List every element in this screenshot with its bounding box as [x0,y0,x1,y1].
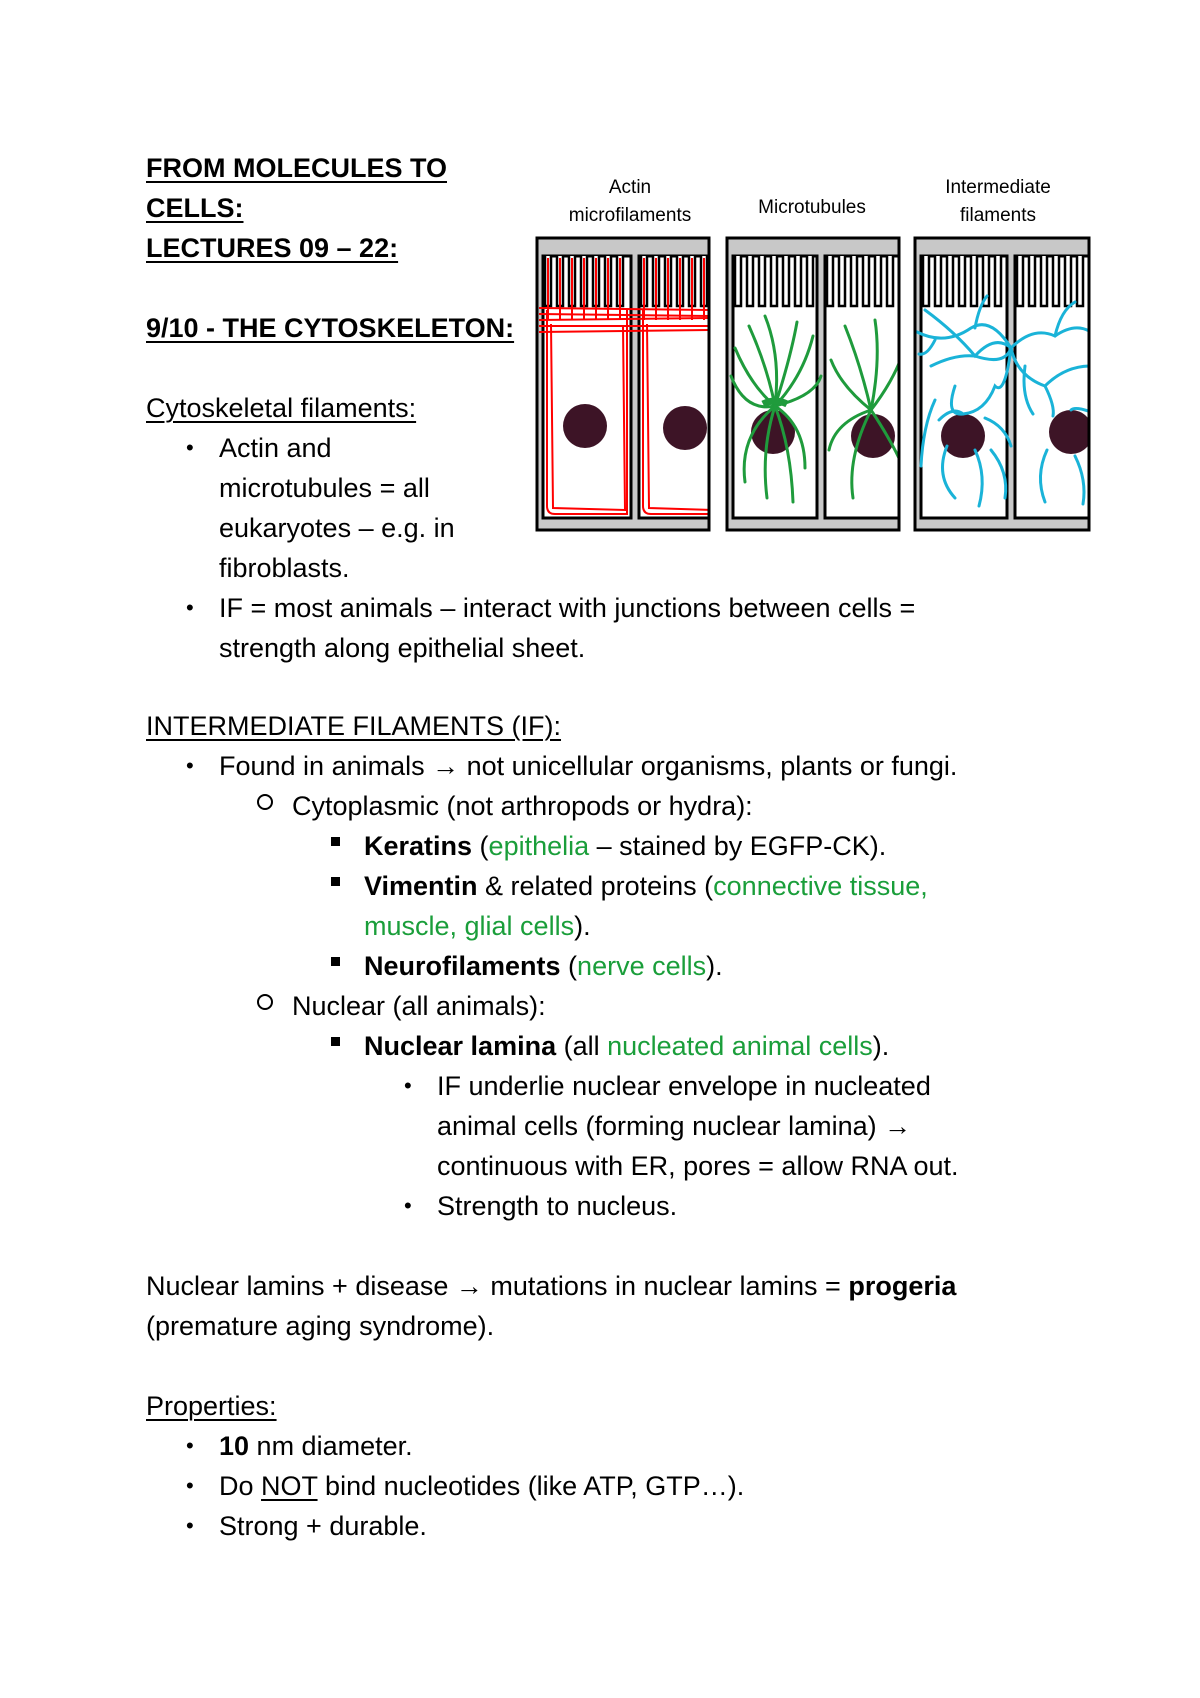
keratins-term: Keratins [364,831,473,861]
square-bullet [331,837,340,846]
subheading-cytoskeletal-filaments: Cytoskeletal filaments: [146,393,417,423]
bullet-dot: • [186,1433,194,1458]
not-emphasis: NOT [261,1471,318,1501]
circle-bullet [257,994,273,1010]
figure-label-actin-line2: microfilaments [568,205,692,226]
bullet-dot: • [186,753,194,778]
neurofilaments-term: Neurofilaments [364,951,561,981]
vimentin-post: ). [574,911,591,941]
section-heading-if: INTERMEDIATE FILAMENTS (IF): [146,711,562,741]
figure-label-microtubules: Microtubules [758,197,866,218]
lamina-pre: (all [556,1031,608,1061]
properties-heading: Properties: [146,1391,277,1421]
item-vimentin-line1 [364,866,928,906]
sub-bullet-cytoplasmic: Cytoplasmic (not arthropods or hydra): [292,791,753,821]
bullet-if-line2: strength along epithelial sheet. [219,633,586,663]
property-diameter [219,1426,413,1466]
figure-label-if-line1: Intermediate [945,177,1051,198]
panel-microtubules [727,238,907,530]
item-nuclear-lamina [364,1026,889,1066]
disease-text-b: mutations in nuclear lamins = [482,1271,849,1301]
item-underlie-line2 [437,1106,911,1146]
bullet-actin-line1: Actin and [219,433,332,463]
square-bullet [331,957,340,966]
item-keratins [364,826,886,866]
item-neurofilaments [364,946,723,986]
bullet-actin-line4: fibroblasts. [219,553,350,583]
disease-line2: (premature aging syndrome). [146,1311,495,1341]
figure-label-if-line2: filaments [959,205,1037,226]
panel-actin [537,238,715,530]
bullet-if-line1: IF = most animals – interact with junctions between cells = [219,593,916,623]
arrow-icon: → [432,751,460,781]
lamina-post: ). [872,1031,890,1061]
arrow-icon: → [884,1111,912,1141]
circle-bullet [257,794,273,810]
lamina-term: Nuclear lamina [364,1031,557,1061]
underlie-line2-text: animal cells (forming nuclear lamina) [437,1111,885,1141]
bullet-dot: • [404,1073,412,1098]
arrow-icon: → [455,1271,483,1301]
neurofilaments-green: nerve cells [577,951,707,981]
property-strong: Strong + durable. [219,1511,427,1541]
bullet-actin-line3: eukaryotes – e.g. in [219,513,455,543]
vimentin-pre: & related proteins ( [477,871,714,901]
vimentin-term: Vimentin [364,871,478,901]
found-text-a: Found in animals [219,751,433,781]
doc-title-line2: CELLS: [146,193,244,223]
square-bullet [331,1037,340,1046]
section-heading-cytoskeleton: 9/10 - THE CYTOSKELETON: [146,313,515,343]
neurofilaments-post: ). [706,951,723,981]
doc-title-line3: LECTURES 09 – 22: [146,233,399,263]
sub-bullet-nuclear: Nuclear (all animals): [292,991,546,1021]
square-bullet [331,877,340,886]
vimentin-green1: connective tissue, [713,871,928,901]
bullet-dot: • [186,435,194,460]
lamina-green: nucleated animal cells [607,1031,873,1061]
keratins-post: – stained by EGFP-CK). [589,831,887,861]
doc-title-line1: FROM MOLECULES TO [146,153,447,183]
vimentin-green2: muscle, glial cells [364,911,575,941]
cytoskeleton-figure [535,236,1091,532]
panel-intermediate [915,238,1091,530]
nucleotides-text-b: bind nucleotides (like ATP, GTP…). [317,1471,745,1501]
diameter-value: 10 [219,1431,250,1461]
item-underlie-line3: continuous with ER, pores = allow RNA out. [437,1151,959,1181]
item-vimentin-line2 [364,906,591,946]
figure-label-intermediate [918,174,1078,230]
figure-label-actin [555,174,705,230]
item-underlie-line1: IF underlie nuclear envelope in nucleated [437,1071,931,1101]
nucleotides-text-a: Do [219,1471,262,1501]
figure-label-actin-line1: Actin [608,177,652,198]
bullet-dot: • [404,1193,412,1218]
bullet-dot: • [186,595,194,620]
keratins-green: epithelia [488,831,590,861]
bullet-dot: • [186,1513,194,1538]
disease-line1 [146,1266,956,1306]
diameter-text: nm diameter. [249,1431,413,1461]
bullet-found-in-animals [219,746,957,786]
bullet-actin-line2: microtubules = all [219,473,430,503]
item-strength: Strength to nucleus. [437,1191,678,1221]
disease-text-a: Nuclear lamins + disease [146,1271,456,1301]
found-text-b: not unicellular organisms, plants or fungi. [459,751,958,781]
neurofilaments-pre: ( [560,951,578,981]
keratins-pre: ( [472,831,489,861]
property-nucleotides [219,1466,744,1506]
progeria-term: progeria [848,1271,957,1301]
bullet-dot: • [186,1473,194,1498]
